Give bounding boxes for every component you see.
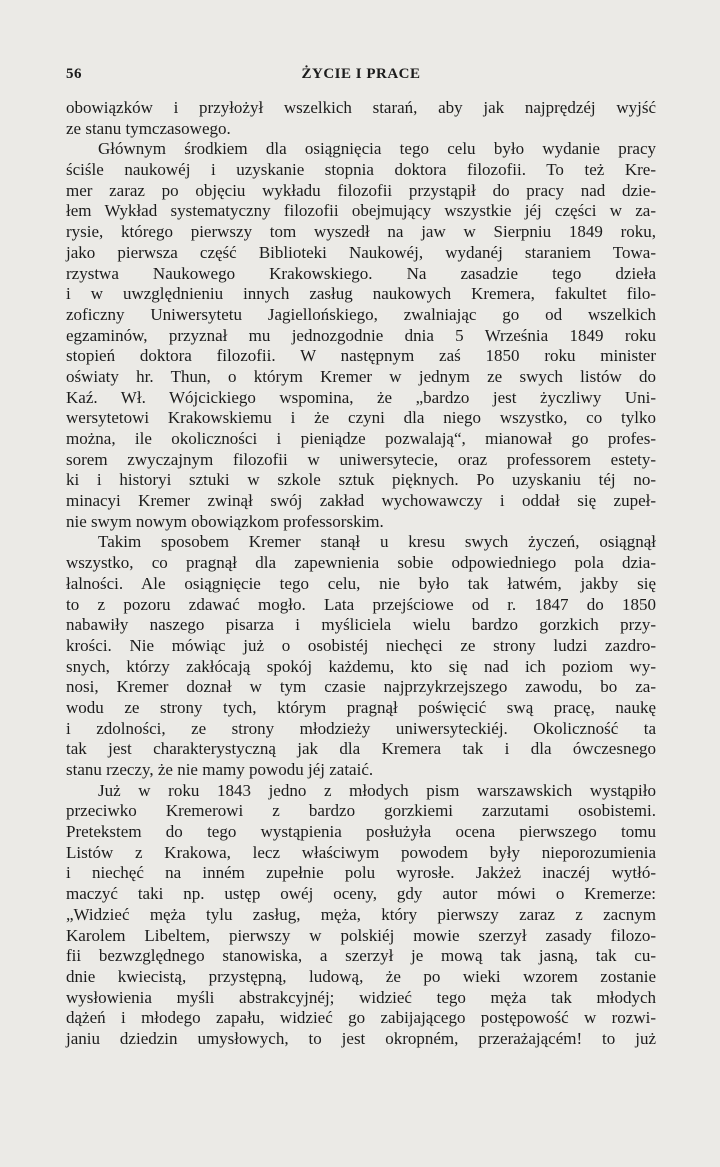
text-line: krości. Nie mówiąc już o osobistéj niechęci ze strony ludzi zazdro- xyxy=(66,635,656,655)
text-line: oświaty hr. Thun, o którym Kremer w jednym ze swych listów do xyxy=(66,366,656,386)
text-line: nie swym nowym obowiązkom professorskim. xyxy=(66,511,384,531)
text-line: dnie kwiecistą, przystępną, ludową, że po wieki wzorem zostanie xyxy=(66,966,656,986)
text-line: wszystko, co pragnął dla zapewnienia sobie odpowiedniego pola dzia- xyxy=(66,553,656,573)
text-line: łem Wykład systematyczny filozofii obejmujący wszystkie jéj części w za- xyxy=(66,201,656,221)
body-text xyxy=(66,98,656,1050)
text-line: tak jest charakterystyczną jak dla Kremera tak i dla ówczesnego xyxy=(66,739,656,759)
text-line: Pretekstem do tego wystąpienia posłużyła ocena pierwszego tomu xyxy=(66,822,656,842)
text-line: Karolem Libeltem, pierwszy w polskiéj mowie szerzył zasady filozo- xyxy=(66,925,656,945)
text-line: egzaminów, przyznał mu jednozgodnie dnia 5 Września 1849 roku xyxy=(66,325,656,345)
text-line: nosi, Kremer doznał w tym czasie najprzykrzejszego zawodu, bo za- xyxy=(66,677,656,697)
text-line: wersytetowi Krakowskiemu i że czyni dla niego wszystko, co tylko xyxy=(66,408,656,428)
text-line: jako pierwsza część Biblioteki Naukowéj, wydanéj staraniem Towa- xyxy=(66,242,656,262)
text-line: ki i historyi sztuki w szkole sztuk pięknych. Po uzyskaniu téj no- xyxy=(66,470,656,490)
text-line: ściśle naukowéj i uzyskanie stopnia doktora filozofii. To też Kre- xyxy=(66,160,656,180)
running-head: ŻYCIE I PRACE xyxy=(301,66,421,82)
page-header xyxy=(66,66,656,88)
text-line: Listów z Krakowa, lecz właściwym powodem były nieporozumienia xyxy=(66,842,656,862)
text-line: wodu ze strony tych, którym pragnął poświęcić swą pracę, naukę xyxy=(66,697,656,717)
text-line: i zdolności, ze strony młodzieży uniwersyteckiéj. Okoliczność ta xyxy=(66,718,656,738)
text-line: przeciwko Kremerowi z bardzo gorzkiemi zarzutami osobistemi. xyxy=(66,801,656,821)
text-line: łalności. Ale osiągnięcie tego celu, nie było tak łatwém, jakby się xyxy=(66,573,656,593)
text-line: obowiązków i przyłożył wszelkich starań, aby jak najprędzéj wyjść xyxy=(66,98,656,117)
text-line: mer zaraz po objęciu wykładu filozofii przystąpił do pracy nad dzie- xyxy=(66,180,656,200)
text-line: dążeń i młodego zapału, widzieć go zabijającego postępowość w rozwi- xyxy=(66,1008,656,1028)
text-line: rysie, którego pierwszy tom wyszedł na jaw w Sierpniu 1849 roku, xyxy=(66,222,656,242)
text-line: i w uwzględnieniu innych zasług naukowych Kremera, fakultet filo- xyxy=(66,284,656,304)
text-line: i niechęć na inném zupełnie polu wyrosłe. Jakżeż inaczéj wytłó- xyxy=(66,863,656,883)
text-line: janiu dziedzin umysłowych, to jest okropném, przerażającém! to już xyxy=(66,1028,656,1048)
text-line: fii bezwzględnego stanowiska, a szerzył je mową tak jasną, tak cu- xyxy=(66,946,656,966)
text-line: to z pozoru zdawać mogło. Lata przejściowe od r. 1847 do 1850 xyxy=(66,594,656,614)
text-line: nabawiły naszego pisarza i myśliciela wielu bardzo gorzkich przy- xyxy=(66,615,656,635)
page-number: 56 xyxy=(66,66,82,82)
text-line: Głównym środkiem dla osiągnięcia tego celu było wydanie pracy xyxy=(98,139,656,159)
text-line: można, ile okoliczności i pieniądze pozwalają“, mianował go profes- xyxy=(66,429,656,448)
text-line: minacyi Kremer zwinął swój zakład wychowawczy i oddał się zupeł- xyxy=(66,491,656,511)
text-line: Takim sposobem Kremer stanął u kresu swych życzeń, osiągnął xyxy=(98,532,656,552)
text-line: maczyć taki np. ustęp owéj oceny, gdy autor mówi o Kremerze: xyxy=(66,884,656,904)
text-line: ze stanu tymczasowego. xyxy=(66,118,231,138)
text-line: stanu rzeczy, że nie mamy powodu jéj zataić. xyxy=(66,760,374,779)
text-line: zoficzny Uniwersytetu Jagiellońskiego, zwalniając go od wszelkich xyxy=(66,304,656,324)
text-line: wysłowienia myśli abstrakcyjnéj; widzieć tego męża tak młodych xyxy=(66,987,656,1007)
text-line: stopień doktora filozofii. W następnym zaś 1850 roku minister xyxy=(66,346,656,366)
text-line: „Widzieć męża tylu zasług, męża, który pierwszy zaraz z zacnym xyxy=(66,904,656,924)
text-line: rzystwa Naukowego Krakowskiego. Na zasadzie tego dzieła xyxy=(66,263,656,283)
text-line: Już w roku 1843 jedno z młodych pism warszawskich wystąpiło xyxy=(98,780,656,800)
text-line: sorem zwyczajnym filozofii w uniwersytecie, oraz professorem estety- xyxy=(66,449,656,469)
text-line: Kaź. Wł. Wójcickiego wspomina, że „bardzo jest życzliwy Uni- xyxy=(66,387,656,407)
text-line: snych, którzy zakłócają spokój każdemu, kto się nad ich poziom wy- xyxy=(66,656,656,676)
